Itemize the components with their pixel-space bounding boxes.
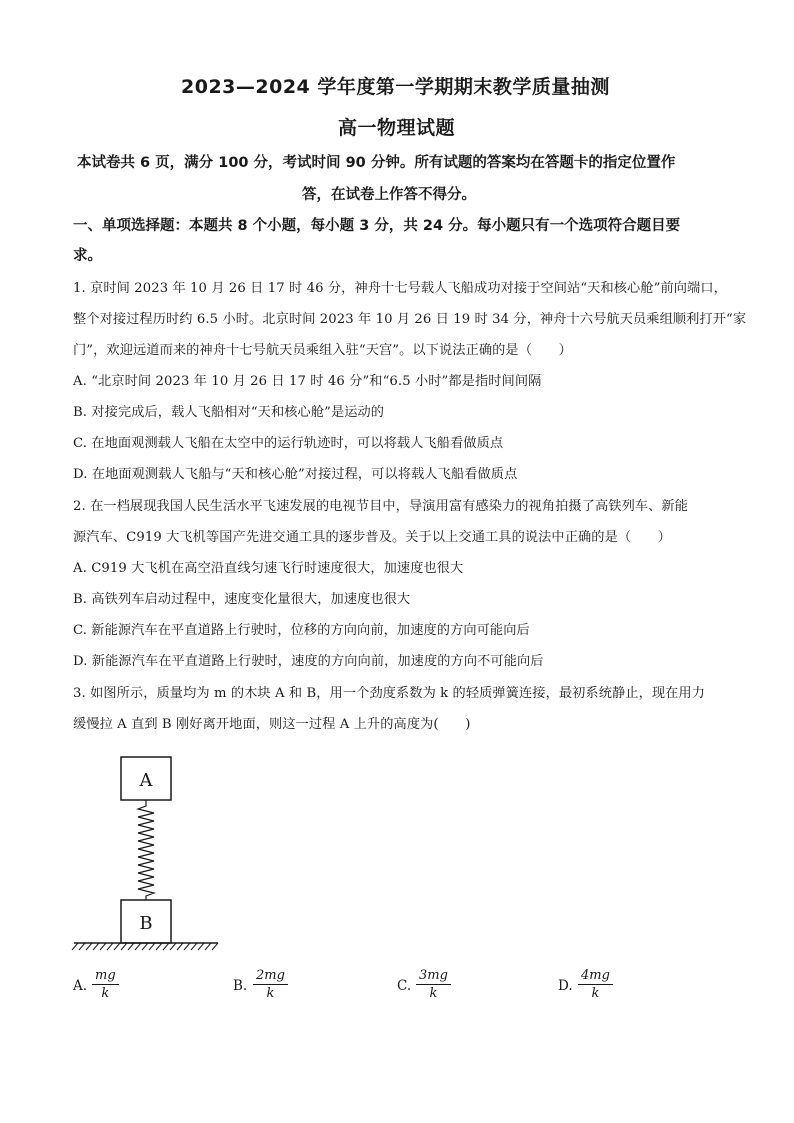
block-b-label: B — [139, 913, 153, 934]
section-heading-line-1: 一、单项选择题：本题共 8 个小题，每小题 3 分，共 24 分。每小题只有一个选项符合题目要 — [73, 218, 681, 234]
block-a — [121, 757, 171, 800]
q2-option-c: C. 新能源汽车在平直道路上行驶时，位移的方向向前，加速度的方向可能向后 — [73, 623, 530, 638]
q3-option-b-letter: B. — [233, 978, 248, 994]
q3-option-a-fraction — [92, 967, 119, 1003]
q2-stem-line-1: 2. 在一档展现我国人民生活水平飞速发展的电视节目中，导演用富有感染力的视角拍摄了高铁列车、新能 — [73, 499, 689, 514]
q2-option-d: D. 新能源汽车在平直道路上行驶时，速度的方向向前，加速度的方向不可能向后 — [73, 654, 544, 669]
q2-stem-line-2: 源汽车、C919 大飞机等国产先进交通工具的逐步普及。关于以上交通工具的说法中正确的是（ ） — [73, 530, 672, 545]
q3-option-c-fraction — [416, 967, 451, 1003]
q1-stem-line-3: 门”，欢迎远道而来的神舟十七号航天员乘组入驻“天宫”。以下说法正确的是（ ） — [73, 343, 572, 358]
q3-option-d-letter: D. — [558, 978, 573, 994]
instructions-line-2: 答，在试卷上作答不得分。 — [302, 187, 476, 203]
ground-hatching — [72, 943, 218, 950]
spring — [138, 800, 154, 900]
q1-option-b: B. 对接完成后，载人飞船相对“天和核心舱”是运动的 — [73, 405, 385, 420]
q3-option-d-numerator: 4mg — [578, 967, 613, 985]
q3-stem-line-1: 3. 如图所示，质量均为 m 的木块 A 和 B，用一个劲度系数为 k 的轻质弹簧连接，最初系统静止，现在用力 — [73, 686, 706, 701]
q3-option-a-letter: A. — [73, 978, 88, 994]
q3-option-b-denominator: k — [266, 986, 275, 1001]
exam-title: 2023—2024 学年度第一学期期末教学质量抽测 — [181, 76, 610, 98]
q1-option-a: A. “北京时间 2023 年 10 月 26 日 17 时 46 分”和“6.5 小时”都是指时间间隔 — [73, 374, 542, 389]
q1-option-d: D. 在地面观测载人飞船与“天和核心舱”对接过程，可以将载人飞船看做质点 — [73, 467, 518, 482]
q1-option-c: C. 在地面观测载人飞船在太空中的运行轨迹时，可以将载人飞船看做质点 — [73, 436, 504, 451]
q2-option-a: A. C919 大飞机在高空沿直线匀速飞行时速度很大，加速度也很大 — [73, 561, 464, 576]
q1-stem-line-2: 整个对接过程历时约 6.5 小时。北京时间 2023 年 10 月 26 日 19 时 34 分，神舟十六号航天员乘组顺利打开“家 — [73, 312, 747, 327]
q3-option-b-fraction — [253, 967, 288, 1003]
instructions-line-1: 本试卷共 6 页，满分 100 分，考试时间 90 分钟。所有试题的答案均在答题卡的指定位置作 — [77, 155, 676, 171]
q3-option-b-numerator: 2mg — [253, 967, 288, 985]
q3-stem-line-2: 缓慢拉 A 直到 B 刚好离开地面，则这一过程 A 上升的高度为( ) — [73, 717, 471, 732]
exam-subtitle: 高一物理试题 — [338, 117, 456, 139]
q3-option-d-denominator: k — [591, 986, 600, 1001]
block-a-label: A — [139, 770, 153, 791]
q2-option-b: B. 高铁列车启动过程中，速度变化量很大，加速度也很大 — [73, 592, 411, 607]
q3-option-c-letter: C. — [397, 978, 412, 994]
q3-option-d-fraction — [578, 967, 613, 1003]
spring-blocks-figure — [68, 752, 228, 954]
section-heading-line-2: 求。 — [73, 248, 102, 264]
block-b — [121, 900, 171, 943]
q3-option-a-numerator: mg — [92, 967, 119, 985]
q3-option-c-numerator: 3mg — [416, 967, 451, 985]
q3-option-c-denominator: k — [429, 986, 438, 1001]
q3-option-a-denominator: k — [101, 986, 110, 1001]
q1-stem-line-1: 1. 京时间 2023 年 10 月 26 日 17 时 46 分，神舟十七号载人飞船成功对接于空间站“天和核心舱”前向端口， — [73, 281, 727, 296]
